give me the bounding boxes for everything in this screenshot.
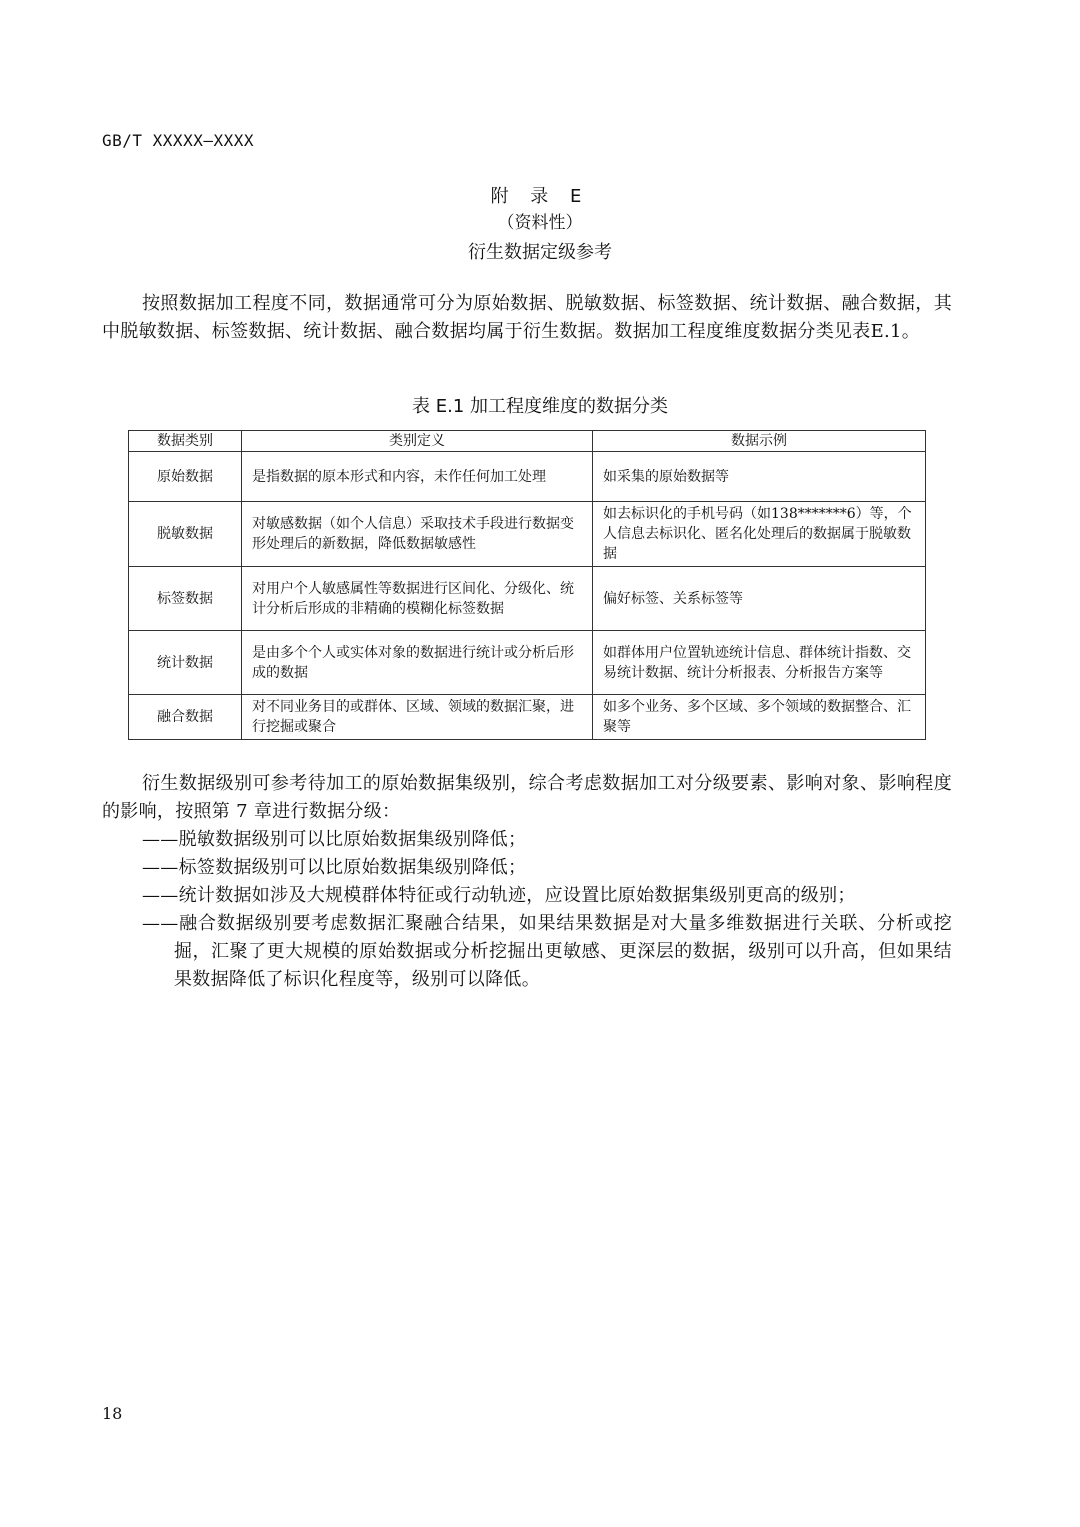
table-row xyxy=(129,631,926,695)
row-category: 原始数据 xyxy=(129,452,242,502)
data-classification-table xyxy=(128,430,926,740)
table-row xyxy=(129,452,926,502)
row-definition: 对用户个人敏感属性等数据进行区间化、分级化、统计分析后形成的非精确的模糊化标签数据 xyxy=(242,567,593,631)
row-example: 如多个业务、多个区域、多个领域的数据整合、汇聚等 xyxy=(593,695,926,740)
intro-paragraph: 按照数据加工程度不同，数据通常可分为原始数据、脱敏数据、标签数据、统计数据、融合数据，其中脱敏数据、标签数据、统计数据、融合数据均属于衍生数据。数据加工程度维度数据分类见表E.1。 xyxy=(102,293,952,342)
row-example: 偏好标签、关系标签等 xyxy=(593,567,926,631)
grading-paragraph: 衍生数据级别可参考待加工的原始数据集级别，综合考虑数据加工对分级要素、影响对象、影响程度的影响，按照第 7 章进行数据分级： xyxy=(102,773,952,822)
row-definition: 对不同业务目的或群体、区域、领域的数据汇聚，进行挖掘或聚合 xyxy=(242,695,593,740)
table-row xyxy=(129,502,926,567)
table-row xyxy=(129,567,926,631)
appendix-title: 衍生数据定级参考 xyxy=(468,242,612,263)
row-definition: 对敏感数据（如个人信息）采取技术手段进行数据变形处理后的新数据，降低数据敏感性 xyxy=(242,502,593,567)
appendix-label: 附 录 E xyxy=(490,186,590,207)
header-category: 数据类别 xyxy=(129,431,242,452)
list-item: ——标签数据级别可以比原始数据集级别降低； xyxy=(142,857,527,878)
grading-rules-list xyxy=(142,826,952,994)
standard-number: GB/T XXXXX—XXXX xyxy=(102,131,254,150)
page-number: 18 xyxy=(102,1404,123,1423)
table-header-row xyxy=(129,431,926,452)
table-row xyxy=(129,695,926,740)
header-definition: 类别定义 xyxy=(242,431,593,452)
list-item: ——融合数据级别要考虑数据汇聚融合结果，如果结果数据是对大量多维数据进行关联、分析或挖掘，汇聚了更大规模的原始数据或分析挖掘出更敏感、更深层的数据，级别可以升高，但如果结果数据降低了标识化程度等，级别可以降低。 xyxy=(142,913,952,990)
appendix-type: （资料性） xyxy=(497,213,583,233)
row-category: 统计数据 xyxy=(129,631,242,695)
row-definition: 是指数据的原本形式和内容，未作任何加工处理 xyxy=(242,452,593,502)
row-category: 脱敏数据 xyxy=(129,502,242,567)
row-example: 如采集的原始数据等 xyxy=(593,452,926,502)
row-definition: 是由多个个人或实体对象的数据进行统计或分析后形成的数据 xyxy=(242,631,593,695)
header-example: 数据示例 xyxy=(593,431,926,452)
table-caption: 表 E.1 加工程度维度的数据分类 xyxy=(412,396,668,417)
row-category: 标签数据 xyxy=(129,567,242,631)
row-category: 融合数据 xyxy=(129,695,242,740)
list-item: ——统计数据如涉及大规模群体特征或行动轨迹，应设置比原始数据集级别更高的级别； xyxy=(142,885,856,906)
row-example: 如去标识化的手机号码（如138*******6）等，个人信息去标识化、匿名化处理后的数据属于脱敏数据 xyxy=(593,502,926,567)
row-example: 如群体用户位置轨迹统计信息、群体统计指数、交易统计数据、统计分析报表、分析报告方案等 xyxy=(593,631,926,695)
list-item: ——脱敏数据级别可以比原始数据集级别降低； xyxy=(142,829,527,850)
